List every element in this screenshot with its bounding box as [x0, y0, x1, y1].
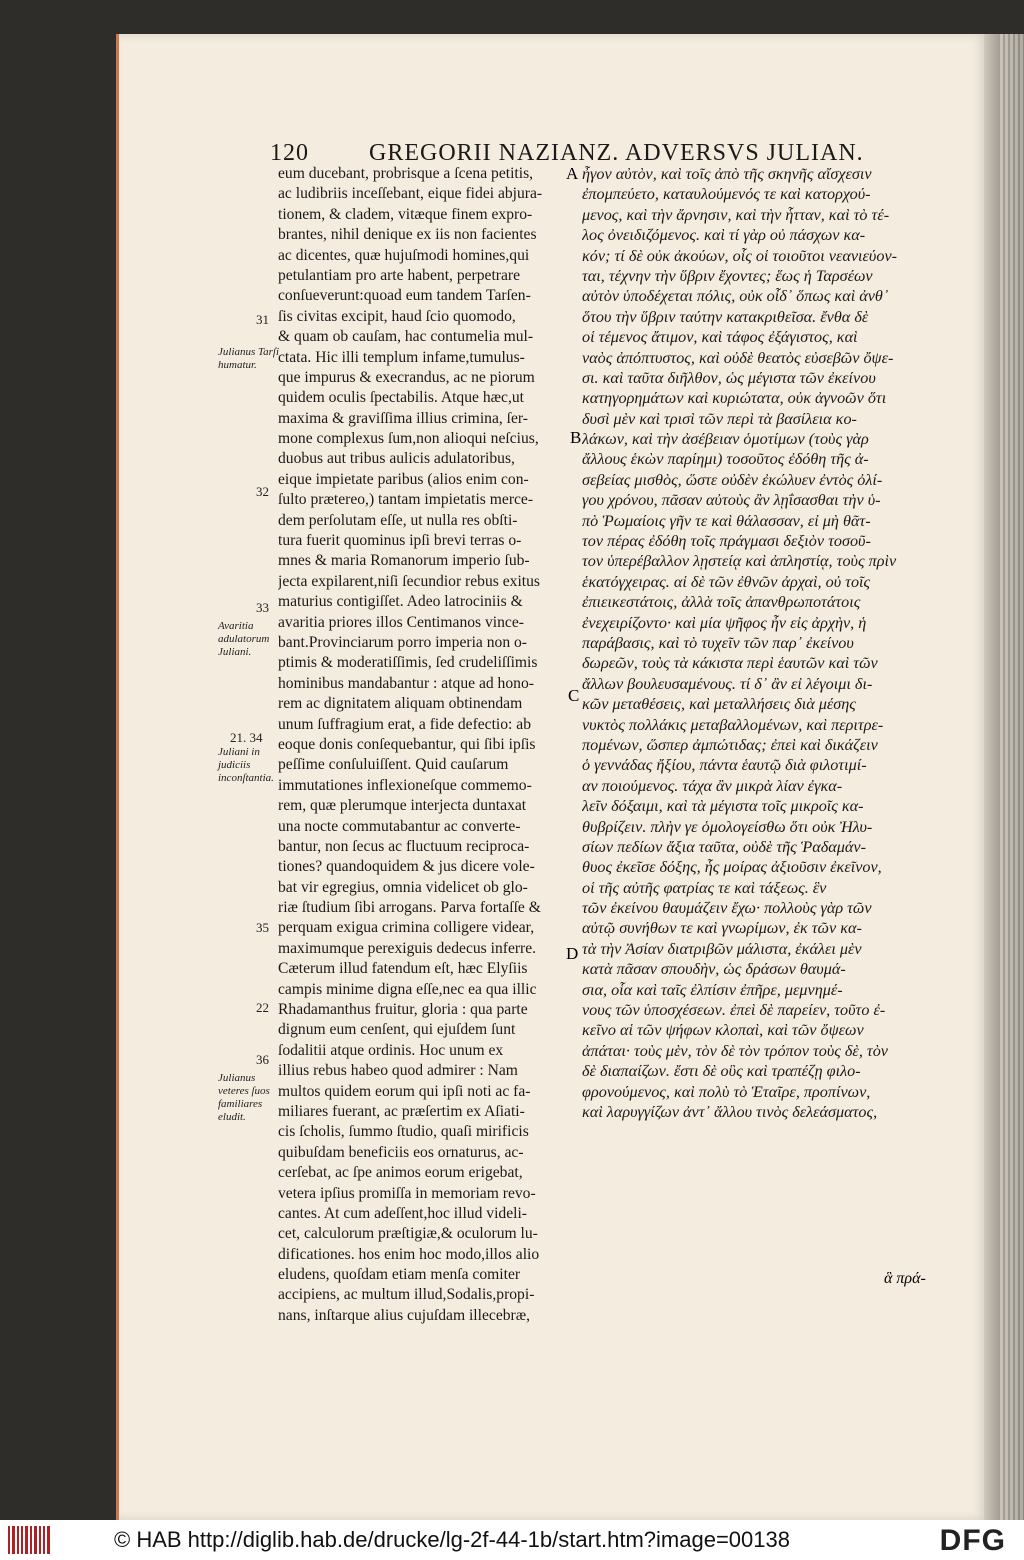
margin-number: 35	[256, 920, 269, 935]
latin-text-line: illius rebus habeo quod admirer : Nam	[278, 1062, 518, 1080]
margin-gloss: Juliani in judiciis inconſtantia.	[218, 746, 274, 784]
latin-text-line: ac ludibriis inceſſebant, eique fidei abjura-	[278, 185, 543, 203]
running-head-title: GREGORII NAZIANZ. ADVERSVS JULIAN.	[369, 140, 864, 166]
greek-text-line: τῶν ἐκείνου θαυμάζειν ἔχω· πολλοὺς γὰρ τῶν	[582, 899, 872, 918]
latin-text-line: perquam exigua crimina colligere videar,	[278, 919, 535, 937]
latin-text-line: tionem, & cladem, vitæque finem expro-	[278, 205, 533, 223]
greek-text-line: μενος, καὶ τὴν ἄρνησιν, καὶ τὴν ἧτταν, καὶ τὸ τέ-	[582, 205, 890, 224]
greek-text-line: ὁ γεννάδας ἤξίου, πάντα ἑαυτῷ διὰ φιλοτιμί-	[582, 756, 867, 775]
greek-text-line: κόν; τί δὲ οὐκ ἀκούων, οἷς οἱ τοιοῦτοι νεανιεύον-	[582, 246, 898, 265]
greek-text-line: θυβρίζειν. πλὴν γε ὁμολογείσθω ὅτι οὐκ Ἠλυ-	[582, 817, 873, 836]
latin-text-line: cis ſcholis, ſummo ſtudio, quaſi mirificis	[278, 1123, 529, 1141]
greek-text-line: νυκτὸς πολλάκις μεταβαλλομένων, καὶ περιτρε-	[582, 715, 884, 734]
latin-text-line: miliares fuerant, ac præſertim ex Aſiati-	[278, 1102, 525, 1120]
latin-text-line: tiones? quandoquidem & jus dicere vole-	[278, 858, 535, 876]
latin-text-line: cerſebat, ac ſpe animos eorum erigebat,	[278, 1164, 523, 1182]
greek-text-line: ἐνεχειρίζοντο· καὶ μία ψῆφος ἦν εἰς ἀρχὴν, ἡ	[582, 613, 867, 632]
greek-text-line: φρονούμενος, καὶ πολὺ τὸ Ἑταῖρε, προπίνων,	[582, 1082, 871, 1101]
latin-text-line: avaritia priores illos Centimanos vince-	[278, 613, 524, 631]
latin-text-line: mnes & maria Romanorum imperio ſub-	[278, 552, 530, 570]
greek-text-line: κατὰ πᾶσαν σπουδὴν, ὡς δράσων θαυμά-	[582, 960, 846, 979]
margin-number: 22	[256, 1000, 269, 1015]
latin-text-line: quibuſdam beneficiis eos ornaturus, ac-	[278, 1143, 524, 1161]
greek-text-line: σίων πεδίων ἄξια ταῦτα, οὐδὲ τῆς Ῥαδαμάν-	[582, 837, 866, 856]
latin-text-line: jecta expilarent,niſi ſecundior rebus exitus	[278, 572, 540, 590]
footer-copyright-url[interactable]: © HAB http://diglib.hab.de/drucke/lg-2f-44-1b/start.htm?image=00138	[114, 1527, 790, 1552]
greek-text-line: κεῖνο αἱ τῶν ψήφων κλοπαὶ, καὶ τῶν ὄψεων	[582, 1021, 864, 1040]
latin-text-line: ſodalitii atque ordinis. Hoc unum ex	[278, 1041, 504, 1059]
latin-text-line: hominibus mandabantur : atque ad hono-	[278, 674, 534, 692]
greek-text-line: αὐτῷ συνήθων τε καὶ γνωρίμων, ἐκ τῶν κα-	[582, 919, 862, 938]
latin-text-line: maximumque perexiguis dedecus inferre.	[278, 939, 537, 957]
latin-text-line: eoque donis conſequebantur, qui ſibi ipſis	[278, 735, 536, 753]
greek-text-line: ναὸς ἀπόπτυστος, καὶ οὐδὲ θεατὸς εὐσεβῶν ὄψε-	[582, 348, 894, 367]
greek-text-line: τον πέρας ἐδόθη τοῖς πράγμασι δεξιὸν τοσοῦ-	[582, 532, 871, 551]
latin-text-line: riæ ſtudium ſibi arrogans. Parva fortaſſe &	[278, 899, 541, 917]
latin-text-line: bant.Provinciarum porro imperia non o-	[278, 633, 528, 651]
greek-text-line: ται, τέχνην τὴν ὕβριν ἔχοντες; ἕως ἡ Ταρσέων	[582, 266, 873, 285]
latin-text-line: tura fuerit quominus ipſi brevi terras o-	[278, 532, 522, 550]
greek-text-line: πομένων, ὥσπερ ἀμπώτιδας; ἐπεὶ καὶ δικάζειν	[582, 735, 878, 754]
latin-text-line: dignum eum cenſent, qui ejuſdem ſunt	[278, 1021, 516, 1039]
greek-text-line: νους τῶν ὑποσχέσεων. ἐπεὶ δὲ παρείεν, τοῦτο ἐ-	[582, 1001, 886, 1020]
latin-text-line: ſulto prætereo,) tantam impietatis merce-	[278, 491, 534, 509]
latin-text-line: cet, calculorum præſtigiæ,& oculorum lu-	[278, 1225, 538, 1243]
latin-text-line: & quam ob cauſam, hac contumelia mul-	[278, 328, 534, 346]
latin-text-line: que impurus & execrandus, ac ne piorum	[278, 368, 535, 386]
latin-column	[278, 164, 568, 1326]
greek-text-line: τον ὑπερέβαλλον λῃστείᾳ καὶ ἀπληστίᾳ, τοὺς πρὶν	[582, 552, 897, 571]
latin-text-line: bantur, non ſecus ac fluctuum reciproca-	[278, 837, 530, 855]
latin-text-line: cantes. At cum adeſſent,hoc illud videli-	[278, 1204, 527, 1222]
latin-text-line: eum ducebant, probrisque a ſcena petitis,	[278, 165, 534, 182]
latin-text-line: peſſime conſuluiſſent. Quid cauſarum	[278, 756, 509, 774]
margin-number: 21. 34	[230, 730, 263, 745]
latin-text-line: vetera ipſius promiſſa in memoriam revo-	[278, 1184, 536, 1202]
latin-text-line: petulantiam pro arte habent, perpetrare	[278, 266, 521, 284]
greek-text-line: αν ποιούμενος. τάχα ἂν μικρὰ λίαν ἐγκα-	[582, 776, 843, 795]
margin-number: 31	[256, 312, 269, 327]
latin-text-line: nans, inſtarque alius cujuſdam illecebræ,	[278, 1306, 531, 1324]
greek-text-line: παράβασις, καὶ τὸ τυχεῖν τῶν παρ᾽ ἐκείνου	[582, 633, 854, 652]
running-head	[270, 140, 910, 167]
latin-text-line: Cæterum illud fatendum eſt, hæc Elyſiis	[278, 960, 528, 978]
latin-text-line: bat vir egregius, omnia videlicet ob glo-	[278, 878, 528, 896]
section-mark-a: A	[566, 164, 579, 183]
latin-text-line: unum ſuffragium erat, a fide defectio: ab	[278, 715, 532, 733]
greek-text-line: κατηγορημάτων καὶ κυριώτατα, οὐκ ἀγνοῶν ὅτι	[582, 389, 887, 408]
margin-gloss: Avaritia adulatorum Juliani.	[218, 620, 270, 658]
latin-text-line: Rhadamanthus fruitur, gloria : qua parte	[278, 1001, 528, 1019]
section-mark-d: D	[566, 944, 579, 963]
margin-number: 33	[256, 600, 269, 615]
dfg-logo: DFG	[939, 1524, 1006, 1557]
catchword: ἃ πρά-	[884, 1270, 926, 1287]
latin-text-line: multos quidem eorum qui ipſi noti ac fa-	[278, 1082, 531, 1100]
greek-text-line: ἦγον αὐτὸν, καὶ τοῖς ἀπὸ τῆς σκηνῆς αἴσχεσιν	[582, 165, 872, 183]
greek-text-line: καὶ λαρυγγίζων ἀντ᾽ ἄλλου τινὸς δελεάσματος,	[582, 1102, 878, 1121]
greek-text-line: σια, οἷα καὶ ταῖς ἐλπίσιν ἐπῆρε, μεμνημέ-	[582, 980, 843, 999]
greek-text-line: οἱ τέμενος ἄτιμον, καὶ τάφος ἐξάγιστος, καὶ	[582, 328, 858, 347]
latin-text-line: maturius contigiſſet. Adeo latrociniis &	[278, 593, 523, 611]
latin-text-line: brantes, nihil denique ex iis non facientes	[278, 226, 537, 244]
greek-text-line: λάκων, καὶ τὴν ἀσέβειαν ὁμοτίμων (τοὺς γὰρ	[582, 430, 869, 449]
greek-text-line: ὅτου τὴν ὕβριν ταύτην κατακριθεῖσα. ἔνθα δὲ	[582, 307, 869, 326]
greek-text-line: λεῖν δόξαιμι, καὶ τὰ μέγιστα τοῖς μικροῖς κα-	[582, 797, 864, 816]
latin-text-line: ctata. Hic illi templum infame,tumulus-	[278, 348, 525, 366]
greek-text-line: ἑκατόγχειρας. αἱ δὲ τῶν ἐθνῶν ἀρχαὶ, οὐ τοῖς	[582, 572, 871, 591]
latin-text-line: duobus aut tribus aulicis adulatoribus,	[278, 450, 515, 468]
greek-text-line: ἄλλων βουλευσαμένους. τί δ᾽ ἂν εἰ λέγοιμι δι-	[582, 674, 873, 693]
page-stack-edge	[1000, 34, 1024, 1520]
greek-text-line: σι. καὶ ταῦτα διῆλθον, ὡς μέγιστα τῶν ἐκείνου	[582, 368, 876, 387]
latin-text-line: dificationes. hos enim hoc modo,illos alio	[278, 1245, 540, 1263]
greek-text-line: λος ὀνειδιζόμενος. καὶ τί γὰρ οὐ πάσχων κα-	[582, 226, 866, 245]
greek-text-line: κῶν μεταθέσεις, καὶ μεταλλήσεις διὰ μέσης	[582, 695, 856, 714]
latin-text-line: ac dicentes, quæ hujuſmodi homines,qui	[278, 246, 530, 264]
margin-number: 32	[256, 484, 269, 499]
greek-text-line: αὐτὸν ὑποδέχεται πόλις, οὐκ οἶδ᾽ ὅπως καὶ ἀνθ᾽	[582, 287, 889, 306]
footer-bar	[0, 1520, 1024, 1560]
page-number: 120	[270, 140, 309, 166]
greek-text-line: πὸ Ῥωμαίοις γῆν τε καὶ θάλασσαν, εἰ μὴ θᾶτ-	[582, 511, 871, 530]
latin-text-line: rem, quæ plerumque interjecta duntaxat	[278, 797, 527, 815]
greek-column	[582, 164, 962, 1122]
latin-text-line: una nocte commutabantur ac converte-	[278, 817, 521, 835]
greek-text-line: ἐπομπεύετο, καταυλούμενός τε καὶ κατορχού-	[582, 185, 871, 204]
greek-text-line: σεβείας μισθὸς, ὥστε οὐδὲν ἐκώλυεν ἐντὸς ὀλί-	[582, 470, 883, 489]
margin-gloss: Julianus veteres ſuos familiares eludit.	[218, 1072, 270, 1123]
greek-text-line: θυος ἐκεῖσε δόξης, ἧς μοίρας ἀξιοῦσιν ἐκεῖνον,	[582, 858, 882, 877]
greek-text-line: ἀπάται· τοὺς μὲν, τὸν δὲ τὸν τρόπον τοὺς δὲ, τὸν	[582, 1041, 888, 1060]
margin-gloss: Julianus Tarſi humatur.	[218, 346, 280, 371]
greek-text-line: δὲ διαπαίζων. ἔστι δὲ οὓς καὶ τραπέζῃ φιλο-	[582, 1062, 861, 1081]
greek-text-line: ἄλλους ἑκὼν παρίημι) τοσοῦτος ἐδόθη τῆς ἀ-	[582, 450, 869, 469]
latin-text-line: rem ac dignitatem aliquam obtinendam	[278, 695, 523, 713]
latin-text-line: ſis civitas excipit, haud ſcio quomodo,	[278, 307, 516, 325]
section-mark-b: B	[570, 428, 582, 447]
margin-number: 36	[256, 1052, 269, 1067]
latin-text-line: dem perſolutam eſſe, ut nulla res obſti-	[278, 511, 518, 529]
latin-text-line: accipiens, ac multum illud,Sodalis,propi-	[278, 1286, 535, 1304]
greek-text-line: οἱ τῆς αὐτῆς φατρίας τε καὶ τάξεως. ἓν	[582, 878, 827, 897]
latin-text-line: ptimis & moderatiſſimis, ſed crudeliſſimis	[278, 654, 538, 672]
latin-text-line: immutationes inflexioneſque commemo-	[278, 776, 532, 794]
greek-text-line: γου χρόνου, πᾶσαν αὐτοὺς ἂν λῃΐσασθαι τὴν ὑ-	[582, 491, 881, 510]
greek-text-line: ἐπιεικεστάτοις, ἀλλὰ τοῖς ἀπανθρωποτάτοις	[582, 593, 861, 612]
latin-text-line: conſueverunt:quoad eum tandem Tarſen-	[278, 287, 531, 305]
latin-text-line: eludens, quoſdam etiam menſa comiter	[278, 1266, 521, 1284]
latin-text-line: maxima & graviſſima illius crimina, ſer-	[278, 409, 528, 427]
greek-text-line: δυσὶ μὲν καὶ τρισὶ τῶν περὶ τὰ βασίλεια κο-	[582, 409, 857, 428]
latin-text-line: campis minime digna eſſe,nec ea qua illic	[278, 980, 537, 998]
hab-logo-icon	[8, 1526, 52, 1554]
section-mark-c: C	[568, 686, 580, 705]
latin-text-line: quidem oculis ſpectabilis. Atque hæc,ut	[278, 389, 524, 407]
greek-text-line: τὰ τὴν Ἀσίαν διατριβῶν μάλιστα, ἐκάλει μὲν	[582, 939, 862, 958]
greek-text-line: δωρεῶν, τοὺς τὰ κάκιστα περὶ ἑαυτῶν καὶ τῶν	[582, 654, 878, 673]
latin-text-line: mone complexus ſum,non alioqui neſcius,	[278, 430, 539, 448]
latin-text-line: eique impietate paribus (alios enim con-	[278, 470, 529, 488]
